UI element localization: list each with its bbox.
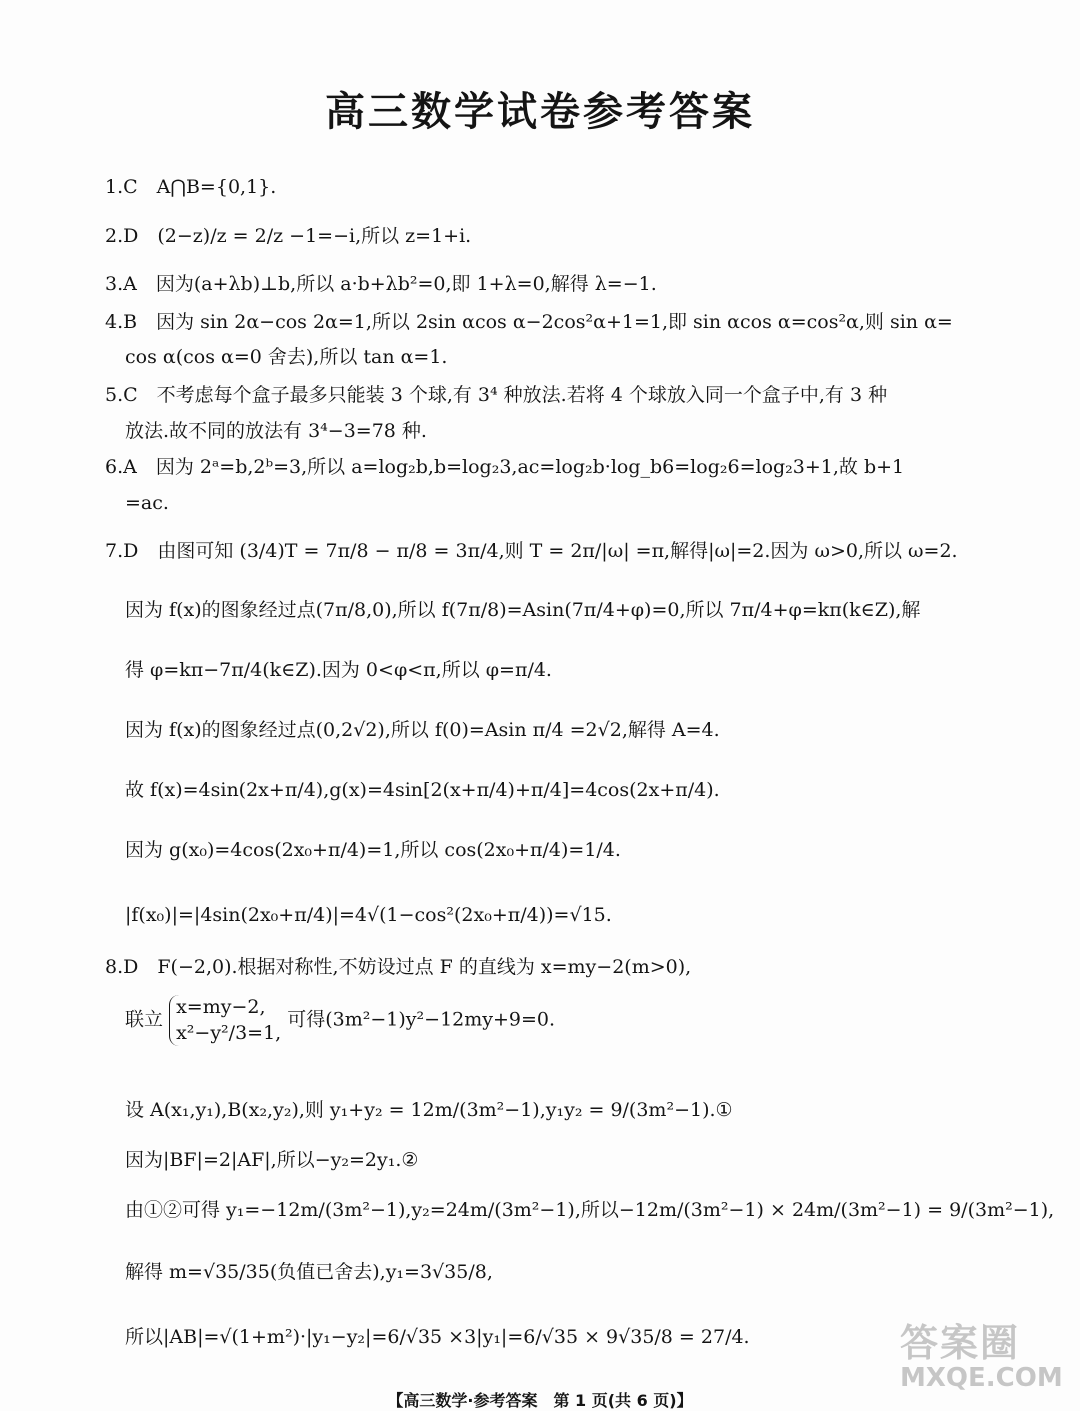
answer-7-line5: 故 f(x)=4sin(2x+π/4),g(x)=4sin[2(x+π/4)+π/4]=4cos(2x+π/4). [125, 779, 720, 801]
answer-7-line2: 因为 f(x)的图象经过点(7π/8,0),所以 f(7π/8)=Asin(7π/4+φ)=0,所以 7π/4+φ=kπ(k∈Z),解 [125, 599, 921, 621]
answer-7-line7: |f(x₀)|=|4sin(2x₀+π/4)|=4√(1−cos²(2x₀+π/4))=√15. [125, 904, 612, 926]
answer-7-line6: 因为 g(x₀)=4cos(2x₀+π/4)=1,所以 cos(2x₀+π/4)=1/4. [125, 839, 621, 861]
answer-8-line3: 设 A(x₁,y₁),B(x₂,y₂),则 y₁+y₂ = 12m/(3m²−1),y₁y₂ = 9/(3m²−1).① [125, 1099, 733, 1121]
equation-system [169, 995, 281, 1046]
answer-4-line1: 4.B 因为 sin 2α−cos 2α=1,所以 2sin αcos α−2cos²α+1=1,即 sin αcos α=cos²α,则 sin α= [105, 311, 953, 333]
system-label: 联立 [125, 1008, 164, 1031]
answer-6-line2: =ac. [125, 492, 169, 514]
system-eq1: x=my−2, [176, 996, 266, 1018]
watermark-url: MXQE.COM [900, 1363, 1063, 1393]
watermark-text: 答案圈 [900, 1321, 1021, 1365]
page-title: 高三数学试卷参考答案 [325, 89, 755, 135]
answer-7-line3: 得 φ=kπ−7π/4(k∈Z).因为 0<φ<π,所以 φ=π/4. [125, 659, 552, 681]
answer-5-line1: 5.C 不考虑每个盒子最多只能装 3 个球,有 3⁴ 种放法.若将 4 个球放入同一个盒子中,有 3 种 [105, 384, 888, 406]
answer-8-line5: 由①②可得 y₁=−12m/(3m²−1),y₂=24m/(3m²−1),所以−12m/(3m²−1) × 24m/(3m²−1) = 9/(3m²−1), [125, 1199, 1055, 1221]
answer-8-line6: 解得 m=√35/35(负值已舍去),y₁=3√35/8, [125, 1261, 493, 1283]
answer-7-line1: 7.D 由图可知 (3/4)T = 7π/8 − π/8 = 3π/4,则 T = 2π/|ω| =π,解得|ω|=2.因为 ω>0,所以 ω=2. [105, 540, 958, 562]
system-eq2: x²−y²/3=1, [176, 1021, 282, 1044]
answer-8-line4: 因为|BF|=2|AF|,所以−y₂=2y₁.② [125, 1149, 419, 1171]
answer-8-system [125, 995, 555, 1046]
page-footer: 【高三数学·参考答案 第 1 页(共 6 页)】 [387, 1391, 693, 1410]
answer-7-line4: 因为 f(x)的图象经过点(0,2√2),所以 f(0)=Asin π/4 =2√2,解得 A=4. [125, 719, 720, 741]
answer-3: 3.A 因为(a+λb)⊥b,所以 a·b+λb²=0,即 1+λ=0,解得 λ=−1. [105, 273, 657, 295]
answer-8-line7: 所以|AB|=√(1+m²)·|y₁−y₂|=6/√35 ×3|y₁|=6/√35 × 9√35/8 = 27/4. [125, 1326, 750, 1348]
answer-1: 1.C A⋂B={0,1}. [105, 176, 277, 198]
answer-6-line1: 6.A 因为 2ᵃ=b,2ᵇ=3,所以 a=log₂b,b=log₂3,ac=log₂b·log_b6=log₂6=log₂3+1,故 b+1 [105, 456, 905, 478]
answer-4-line2: cos α(cos α=0 舍去),所以 tan α=1. [125, 346, 448, 368]
system-result: 可得(3m²−1)y²−12my+9=0. [287, 1008, 556, 1031]
answer-2: 2.D (2−z)/z = 2/z −1=−i,所以 z=1+i. [105, 225, 472, 247]
answer-8-line1: 8.D F(−2,0).根据对称性,不妨设过点 F 的直线为 x=my−2(m>0), [105, 956, 692, 978]
answer-5-line2: 放法.故不同的放法有 3⁴−3=78 种. [125, 420, 427, 442]
